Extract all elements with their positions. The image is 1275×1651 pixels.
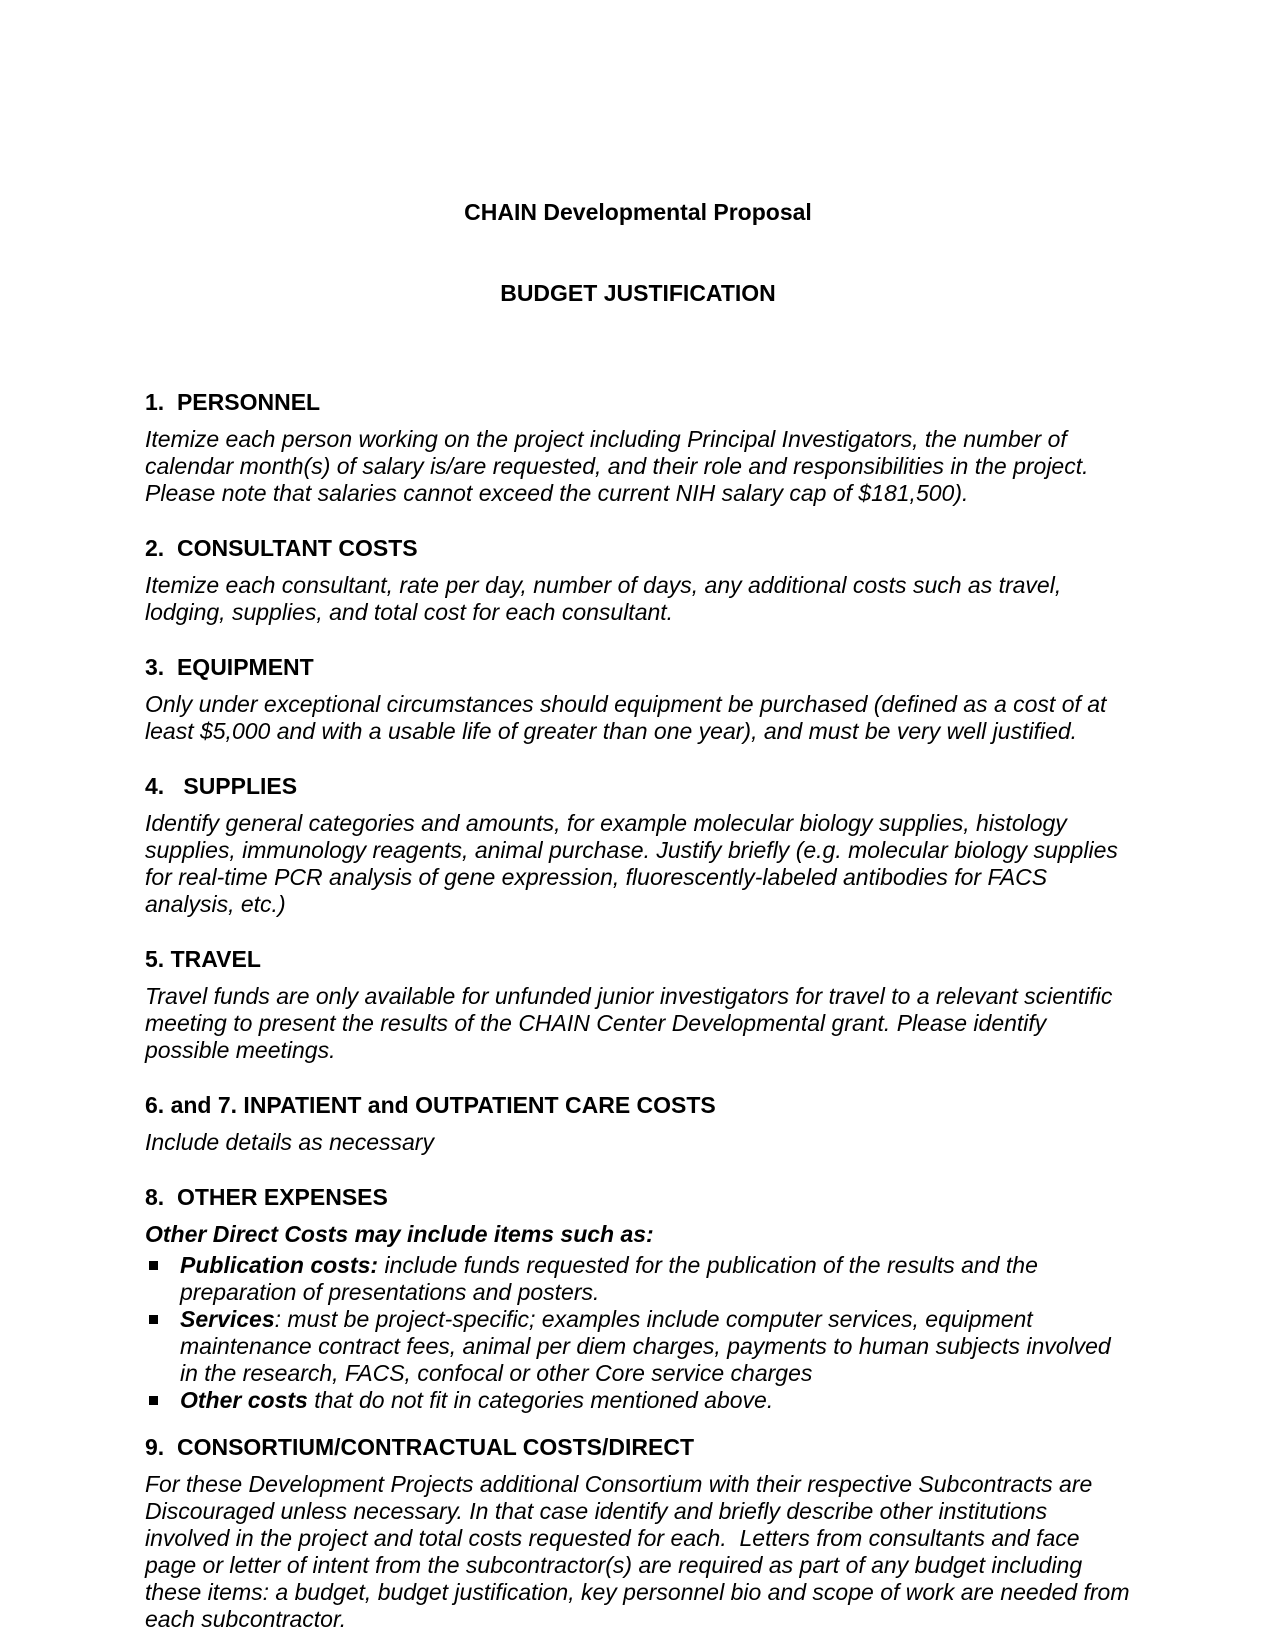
section-heading-consortium-contractual: 9. CONSORTIUM/CONTRACTUAL COSTS/DIRECT <box>145 1434 695 1460</box>
section-paragraph: Travel funds are only available for unfunded junior investigators for travel to a relevant scientific meeting to present the results of the CHAIN Center Developmental grant. Please identify possible meetings. <box>145 983 1119 1063</box>
section-heading-consultant-costs: 2. CONSULTANT COSTS <box>145 535 418 561</box>
title-line-2: BUDGET JUSTIFICATION <box>500 280 776 306</box>
bullet-lead: Publication costs: <box>180 1252 379 1278</box>
bullet-text <box>180 1306 1131 1387</box>
section-heading-other-expenses: 8. OTHER EXPENSES <box>145 1184 388 1210</box>
section-paragraph: Itemize each consultant, rate per day, number of days, any additional costs such as travel, lodging, supplies, and total cost for each consultant. <box>145 572 1068 625</box>
bullet-text <box>180 1387 1131 1414</box>
section-equipment <box>145 638 1131 757</box>
section-other-expenses <box>145 1168 1131 1418</box>
square-bullet-icon <box>145 1387 180 1414</box>
section-consortium-contractual <box>145 1418 1136 1645</box>
section-paragraph: Only under exceptional circumstances should equipment be purchased (defined as a cost of at least $5,000 and with a usable life of greater than one year), and must be very well justified. <box>145 691 1113 744</box>
section-supplies <box>145 757 1131 930</box>
section-inpatient-outpatient <box>145 1076 1131 1168</box>
section-travel <box>145 930 1131 1076</box>
bullet-rest: : must be project-specific; examples include computer services, equipment maintenance contract fees, animal per diem charges, payments to human subjects involved in the research, FACS, confocal or other Core service charges <box>180 1306 1118 1386</box>
section-consultant-costs <box>145 519 1131 638</box>
other-direct-costs-intro: Other Direct Costs may include items such as: <box>145 1221 654 1247</box>
bullet-lead: Services <box>180 1306 275 1332</box>
section-heading-travel: 5. TRAVEL <box>145 946 261 972</box>
section-personnel <box>145 373 1131 519</box>
section-heading-supplies: 4. SUPPLIES <box>145 773 298 799</box>
bullet-item-services <box>145 1306 1131 1387</box>
bullet-rest: that do not fit in categories mentioned above. <box>307 1387 774 1413</box>
bullet-list <box>145 1252 1131 1418</box>
section-heading-personnel: 1. PERSONNEL <box>145 389 321 415</box>
section-heading-equipment: 3. EQUIPMENT <box>145 654 314 680</box>
bullet-item-publication-costs <box>145 1252 1131 1306</box>
section-paragraph: Identify general categories and amounts, for example molecular biology supplies, histology supplies, immunology reagents, animal purchase. Justify briefly (e.g. molecular biology supplies for real-time PCR analysis of gene expression, fluorescently-labeled antibodies for FACS analysis, etc.) <box>145 810 1125 917</box>
section-paragraph: Itemize each person working on the project including Principal Investigators, the number of calendar month(s) of salary is/are requested, and their role and responsibilities in the project. Please note that salaries cannot exceed the current NIH salary cap of $181,500). <box>145 426 1095 506</box>
title-line-1: CHAIN Developmental Proposal <box>464 199 812 225</box>
bullet-lead: Other costs <box>180 1387 308 1413</box>
section-paragraph: For these Development Projects additional Consortium with their respective Subcontracts are Discouraged unless necessary. In that case identify and briefly describe other institutions involved in the project and total costs requested for each. Letters from consultants and face page or letter of intent from the subcontractor(s) are required as part of any budget including these items: a budget, budget justification, key personnel bio and scope of work are needed from each subcontractor. <box>145 1471 1136 1632</box>
square-bullet-icon <box>145 1306 180 1387</box>
document-title <box>145 145 1131 373</box>
bullet-text <box>180 1252 1131 1306</box>
bullet-item-other-costs <box>145 1387 1131 1414</box>
bullet-rest: include funds requested for the publication of the results and the preparation of presentations and posters. <box>180 1252 1045 1305</box>
section-heading-inpatient-outpatient: 6. and 7. INPATIENT and OUTPATIENT CARE COSTS <box>145 1092 716 1118</box>
square-bullet-icon <box>145 1252 180 1306</box>
section-paragraph: Include details as necessary <box>145 1129 434 1155</box>
